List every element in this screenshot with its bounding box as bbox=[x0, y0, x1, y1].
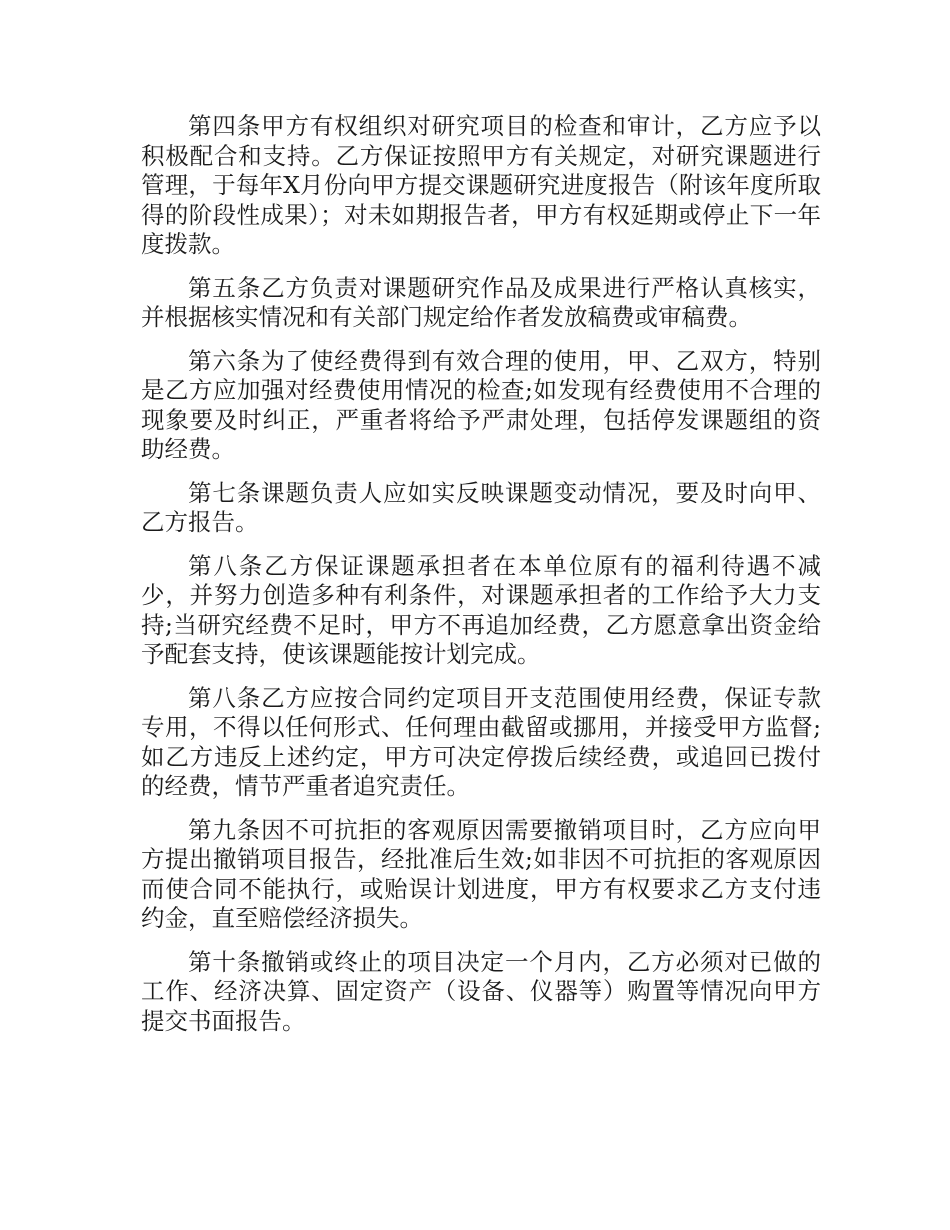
paragraph-article-4: 第四条甲方有权组织对研究项目的检查和审计，乙方应予以积极配合和支持。乙方保证按照甲方有关规定，对研究课题进行管理，于每年X月份向甲方提交课题研究进度报告（附该年度所取得的阶段性成果）；对未如期报告者，甲方有权延期或停止下一年度拨款。 bbox=[141, 112, 821, 258]
paragraph-article-9: 第九条因不可抗拒的客观原因需要撤销项目时，乙方应向甲方提出撤销项目报告，经批准后生效;如非因不可抗拒的客观原因而使合同不能执行，或贻误计划进度，甲方有权要求乙方支付违约金，直至赔偿经济损失。 bbox=[141, 815, 821, 932]
paragraph-article-7: 第七条课题负责人应如实反映课题变动情况，要及时向甲、乙方报告。 bbox=[141, 478, 821, 536]
document-body bbox=[141, 112, 821, 1050]
paragraph-article-6: 第六条为了使经费得到有效合理的使用，甲、乙双方，特别是乙方应加强对经费使用情况的检查;如发现有经费使用不合理的现象要及时纠正，严重者将给予严肃处理，包括停发课题组的资助经费。 bbox=[141, 346, 821, 463]
paragraph-article-5: 第五条乙方负责对课题研究作品及成果进行严格认真核实，并根据核实情况和有关部门规定给作者发放稿费或审稿费。 bbox=[141, 273, 821, 331]
paragraph-article-10: 第十条撤销或终止的项目决定一个月内，乙方必须对已做的工作、经济决算、固定资产（设备、仪器等）购置等情况向甲方提交书面报告。 bbox=[141, 947, 821, 1035]
paragraph-article-8-a: 第八条乙方保证课题承担者在本单位原有的福利待遇不减少，并努力创造多种有利条件，对课题承担者的工作给予大力支持;当研究经费不足时，甲方不再追加经费，乙方愿意拿出资金给予配套支持，使该课题能按计划完成。 bbox=[141, 551, 821, 668]
paragraph-article-8-b: 第八条乙方应按合同约定项目开支范围使用经费，保证专款专用，不得以任何形式、任何理由截留或挪用，并接受甲方监督;如乙方违反上述约定，甲方可决定停拨后续经费，或追回已拨付的经费，情节严重者追究责任。 bbox=[141, 683, 821, 800]
